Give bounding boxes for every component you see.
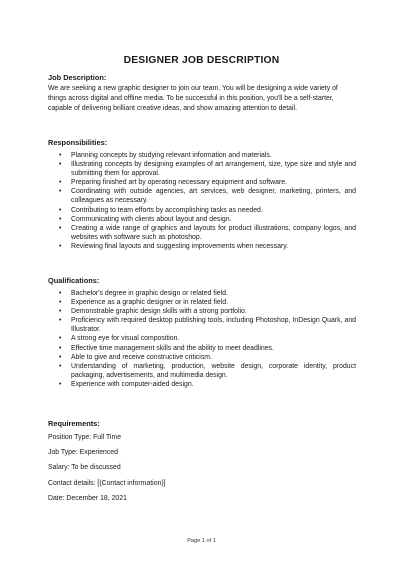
contact-details: Contact details: [(Contact information)] <box>48 480 166 487</box>
list-item: • Coordinating with outside agencies, art services, web designer, marketing, printers, and colleagues as necessary. <box>48 187 356 205</box>
salary: Salary: To be discussed <box>48 464 121 471</box>
list-item: • Proficiency with required desktop publishing tools, including Photoshop, InDesign Quark, and Illustrator. <box>48 316 356 334</box>
date: Date: December 18, 2021 <box>48 495 127 502</box>
list-item: • Planning concepts by studying relevant information and materials. <box>48 151 356 160</box>
list-item: • Creating a wide range of graphics and layouts for product illustrations, company logos, and websites with software such as photoshop. <box>48 224 356 242</box>
job-description-heading: Job Description: <box>48 73 107 82</box>
requirements-heading: Requirements: <box>48 419 100 428</box>
list-item: • Communicating with clients about layout and design. <box>48 215 356 224</box>
job-type: Job Type: Experienced <box>48 449 118 456</box>
qualifications-heading: Qualifications: <box>48 276 100 285</box>
list-item: • A strong eye for visual composition. <box>48 334 356 343</box>
job-description-text: We are seeking a new graphic designer to join our team. You will be designing a wide variety of things across digital and offline media. To be successful in this position, you'll be a self-starter, capable of delivering brilliant creative ideas, and show amazing attention to detail. <box>48 85 338 112</box>
responsibilities-list <box>48 151 356 251</box>
qualifications-list <box>48 289 356 389</box>
document-title: DESIGNER JOB DESCRIPTION <box>123 55 280 66</box>
list-item: • Understanding of marketing, production, website design, corporate identity, product packaging, advertisements, and multimedia design. <box>48 362 356 380</box>
list-item: • Preparing finished art by operating necessary equipment and software. <box>48 178 356 187</box>
list-item: • Contributing to team efforts by accomplishing tasks as needed. <box>48 206 356 215</box>
list-item: • Demonstrable graphic design skills with a strong portfolio. <box>48 307 356 316</box>
list-item: • Effective time management skills and the ability to meet deadlines. <box>48 344 356 353</box>
responsibilities-heading: Responsibilities: <box>48 138 108 147</box>
list-item: • Illustrating concepts by designing examples of art arrangement, size, type size and style and submitting them for approval. <box>48 160 356 178</box>
page-number: Page 1 of 1 <box>187 538 216 544</box>
list-item: • Able to give and receive constructive criticism. <box>48 353 356 362</box>
list-item: • Reviewing final layouts and suggesting improvements when necessary. <box>48 242 356 251</box>
list-item: • Bachelor's degree in graphic design or related field. <box>48 289 356 298</box>
list-item: • Experience as a graphic designer or in related field. <box>48 298 356 307</box>
position-type: Position Type: Full Time <box>48 434 122 441</box>
list-item: • Experience with computer-aided design. <box>48 380 356 389</box>
